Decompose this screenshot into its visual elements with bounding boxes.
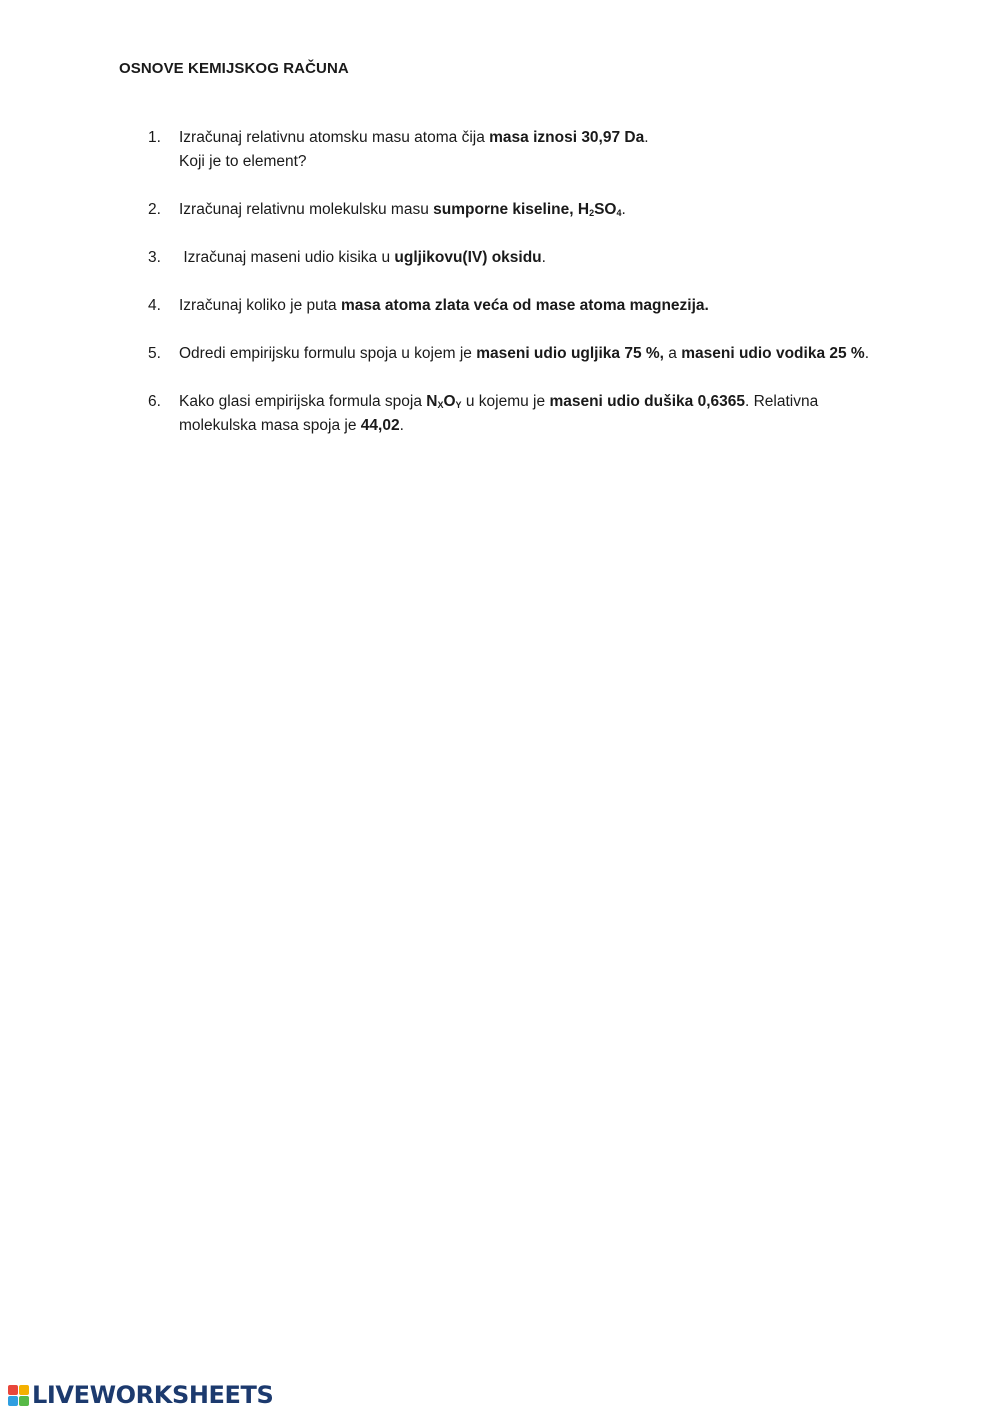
liveworksheets-logo-icon [8, 1385, 29, 1406]
task-text-segment: Izračunaj koliko je puta [179, 297, 341, 314]
bold-text: O [443, 393, 456, 410]
subscript-text: 2 [589, 208, 595, 218]
task-number: 1. [148, 129, 161, 146]
task-item [148, 126, 888, 174]
task-text-segment: Kako glasi empirijska formula spoja [179, 393, 427, 410]
logo-square [8, 1385, 18, 1395]
task-text-segment: . [541, 249, 546, 266]
bold-text: sumporne kiseline, H [433, 201, 590, 218]
task-item [148, 342, 888, 366]
subscript-text: 4 [616, 208, 622, 218]
task-text-segment: . [399, 417, 404, 434]
task-text [179, 294, 888, 318]
task-number: 6. [148, 393, 161, 410]
task-item [148, 294, 888, 318]
liveworksheets-logo [8, 1382, 273, 1408]
bold-text: N [426, 393, 438, 410]
logo-text: LIVEWORKSHEETS [32, 1381, 274, 1409]
task-text-segment: Odredi empirijsku formulu spoja u kojem je [179, 345, 477, 362]
bold-text: masa iznosi 30,97 Da [489, 129, 645, 146]
task-number: 4. [148, 297, 161, 314]
task-text-segment: a [663, 345, 682, 362]
task-number: 5. [148, 345, 161, 362]
task-text [179, 126, 888, 174]
subscript-text: X [437, 400, 444, 410]
bold-text: maseni udio dušika 0,6365 [549, 393, 745, 410]
task-text [179, 198, 888, 222]
task-text-segment: Izračunaj relativnu molekulsku masu [179, 201, 434, 218]
task-list [148, 126, 888, 438]
logo-square [8, 1396, 18, 1406]
task-text-segment: . [644, 129, 649, 146]
subscript-text: Y [455, 400, 462, 410]
task-number: 3. [148, 249, 161, 266]
task-text-segment: . Relativna molekulska masa spoja je [179, 393, 823, 434]
task-text [179, 342, 888, 366]
task-text-segment: Izračunaj maseni udio kisika u [179, 249, 395, 266]
bold-text: maseni udio vodika 25 % [681, 345, 865, 362]
task-text-segment: Izračunaj relativnu atomsku masu atoma čija [179, 129, 490, 146]
task-item [148, 390, 888, 438]
task-text [179, 246, 888, 270]
bold-text: ugljikovu(IV) oksidu [394, 249, 542, 266]
task-text-segment: u kojemu je [461, 393, 550, 410]
logo-square [19, 1396, 29, 1406]
task-text-segment: . [621, 201, 626, 218]
task-text-segment: Koji je to element? [179, 153, 307, 170]
document-title: OSNOVE KEMIJSKOG RAČUNA [119, 60, 349, 77]
task-number: 2. [148, 201, 161, 218]
task-item [148, 246, 888, 270]
logo-square [19, 1385, 29, 1395]
bold-text: masa atoma zlata veća od mase atoma magnezija. [340, 297, 709, 314]
task-text [179, 390, 888, 438]
bold-text: 44,02 [360, 417, 400, 434]
task-text-segment: . [864, 345, 870, 362]
task-item [148, 198, 888, 222]
bold-text: SO [594, 201, 617, 218]
bold-text: maseni udio ugljika 75 %, [476, 345, 664, 362]
